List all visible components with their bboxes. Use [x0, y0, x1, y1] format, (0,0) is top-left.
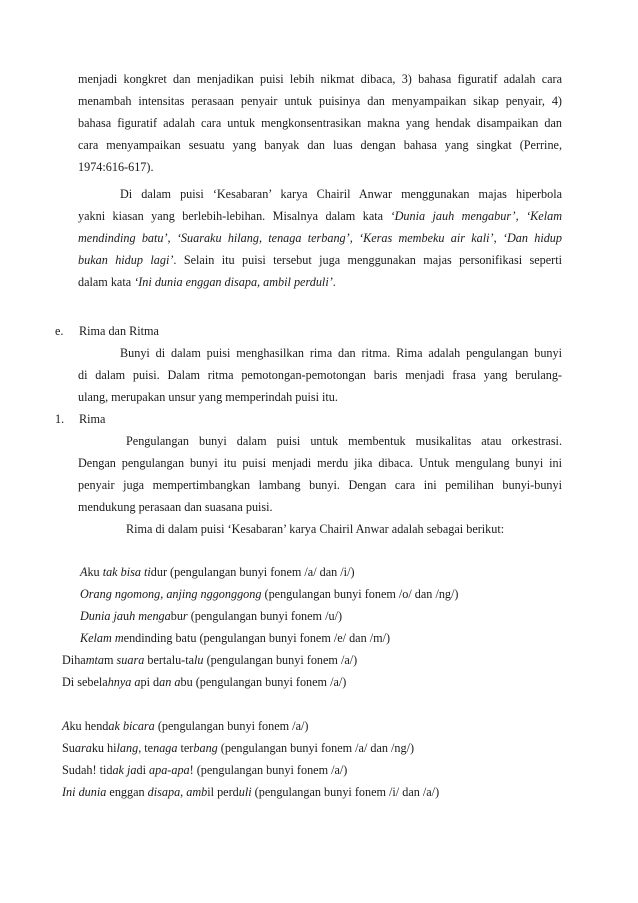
- verse-segment: ! (pengulangan bunyi fonem /a/): [189, 763, 348, 777]
- text-line: [78, 205, 562, 227]
- section-heading-rima-ritma: [55, 320, 159, 342]
- verse-segment-italic: h menga: [129, 609, 171, 623]
- text-line: Di dalam puisi ‘Kesabaran’ karya Chairil Anwar menggunakan majas hiperbola: [120, 187, 562, 201]
- verse-segment-italic: lang: [116, 741, 139, 755]
- text-line: penyair juga mempertimbangkan lambang bunyi. Dengan cara ini pemilihan bunyi-bunyi: [78, 478, 562, 492]
- text-line: Dengan pengulangan bunyi itu puisi menjadi merdu jika dibaca. Untuk mengulang bunyi ini: [78, 456, 562, 470]
- quoted-phrase: ‘Ini dunia enggan disapa, ambil perduli’: [134, 275, 333, 289]
- paragraph-figurative-language: [78, 68, 562, 178]
- paragraph-hyperbole: [78, 183, 562, 293]
- paragraph-rima-ritma: [78, 342, 562, 408]
- verse-line: [62, 671, 346, 693]
- verse-line: [62, 715, 308, 737]
- verse-segment: pi d: [140, 675, 160, 689]
- text-line: menjadi kongkret dan menjadikan puisi lebih nikmat dibaca, 3) bahasa figuratif adalah cara: [78, 72, 562, 86]
- text-line: menambah intensitas perasaan penyair untuk puisinya dan menyampaikan sikap penyair, 4): [78, 94, 562, 108]
- text-line: Rima di dalam puisi ‘Kesabaran’ karya Chairil Anwar adalah sebagai berikut:: [126, 522, 505, 536]
- verse-segment: , te: [138, 741, 154, 755]
- verse-segment-italic: ak ja: [112, 763, 137, 777]
- text-line: [78, 249, 562, 271]
- verse-segment: ku hend: [69, 719, 109, 733]
- text-line: Pengulangan bunyi dalam puisi untuk membentuk musikalitas atau orkestrasi.: [126, 434, 562, 448]
- verse-line: [80, 627, 390, 649]
- verse-line: [62, 737, 414, 759]
- paragraph-pengulangan-bunyi: [78, 430, 562, 518]
- verse-segment-italic: Kelam m: [80, 631, 124, 645]
- verse-segment: (pengulangan bunyi fonem /a/): [203, 653, 358, 667]
- verse-line: [80, 561, 355, 583]
- verse-segment: Diha: [62, 653, 86, 667]
- text-line: 1974:616-617).: [78, 160, 154, 174]
- verse-segment: ,: [180, 785, 187, 799]
- verse-segment: Su: [62, 741, 75, 755]
- verse-segment-italic: disapa: [147, 785, 181, 799]
- verse-segment: ku: [87, 565, 103, 579]
- text-line: cara menyampaikan sesuatu yang banyak dan luas dengan bahasa yang singkat (Perrine,: [78, 138, 562, 152]
- verse-segment-italic: uli: [238, 785, 252, 799]
- text-line: [78, 271, 562, 293]
- quoted-phrase: ‘Dunia jauh mengabur’, ‘Kelam: [390, 209, 562, 223]
- verse-segment-italic: an a: [159, 675, 181, 689]
- section-title: Rima: [79, 412, 106, 426]
- verse-line: [80, 583, 458, 605]
- text-line: Bunyi di dalam puisi menghasilkan rima dan ritma. Rima adalah pengulangan bunyi: [120, 346, 562, 360]
- verse-segment: enggan: [106, 785, 148, 799]
- subsection-heading-rima: [55, 408, 105, 430]
- verse-segment-italic: bang: [193, 741, 218, 755]
- verse-segment: Sudah! tid: [62, 763, 113, 777]
- quoted-phrase: mendinding batu’, ‘Suaraku hilang, tenaga terbang’, ‘Keras membeku air kali’, ‘Dan hidup: [78, 231, 562, 245]
- verse-segment: dur (pengulangan bunyi fonem /a/ dan /i/): [150, 565, 355, 579]
- verse-segment-italic: tak bisa ti: [102, 565, 151, 579]
- verse-segment: Di sebela: [62, 675, 108, 689]
- verse-segment-italic: suara: [116, 653, 145, 667]
- verse-segment-italic: r: [182, 609, 188, 623]
- text-segment: . Selain itu puisi tersebut juga menggunakan majas personifikasi seperti: [173, 253, 562, 267]
- text-line: [78, 227, 562, 249]
- verse-segment: m: [103, 653, 117, 667]
- verse-line: [62, 759, 347, 781]
- text-line: bahasa figuratif adalah cara untuk mengkonsentrasikan makna yang hendak disampaikan dan: [78, 116, 562, 130]
- verse-segment: endinding batu (pengulangan bunyi fonem /e/ dan /m/): [123, 631, 391, 645]
- verse-segment-italic: ara: [74, 741, 92, 755]
- verse-segment-italic: Dunia ja: [80, 609, 123, 623]
- verse-segment: (pengulangan bunyi fonem /a/): [154, 719, 309, 733]
- verse-segment-italic: A: [80, 565, 88, 579]
- verse-line: [80, 605, 342, 627]
- verse-segment-italic: mta: [85, 653, 104, 667]
- verse-segment: u: [123, 609, 130, 623]
- verse-segment: (pengulangan bunyi fonem /o/ dan /ng/): [261, 587, 459, 601]
- verse-segment-italic: apa-apa: [149, 763, 190, 777]
- verse-segment-italic: A: [62, 719, 70, 733]
- verse-segment: di: [136, 763, 150, 777]
- verse-segment-italic: naga: [153, 741, 178, 755]
- quoted-phrase: bukan hidup lagi’: [78, 253, 174, 267]
- verse-segment: bertalu-ta: [144, 653, 195, 667]
- verse-segment: bu (pengulangan bunyi fonem /a/): [180, 675, 347, 689]
- verse-segment: ku hi: [91, 741, 117, 755]
- text-segment: dalam kata: [78, 275, 135, 289]
- text-line: mendukung perasaan dan suasana puisi.: [78, 500, 273, 514]
- text-line: di dalam puisi. Dalam ritma pemotongan-pemotongan baris menjadi frasa yang berulang-: [78, 368, 562, 382]
- section-marker: e.: [55, 324, 64, 338]
- text-segment: yakni kiasan yang berlebih-lebihan. Misalnya dalam kata: [78, 209, 391, 223]
- verse-segment: bu: [170, 609, 183, 623]
- section-marker: 1.: [55, 412, 65, 426]
- verse-segment: (pengulangan bunyi fonem /a/ dan /ng/): [217, 741, 415, 755]
- verse-segment-italic: Ini dunia: [62, 785, 107, 799]
- verse-segment-italic: Orang ngomong, anjing nggonggong: [80, 587, 262, 601]
- paragraph-rima-intro: [78, 518, 562, 540]
- verse-segment: ter: [177, 741, 194, 755]
- verse-segment-italic: amb: [186, 785, 208, 799]
- verse-segment: il perd: [207, 785, 239, 799]
- text-segment: .: [332, 275, 336, 289]
- verse-line: [62, 781, 439, 803]
- section-title: Rima dan Ritma: [79, 324, 159, 338]
- verse-segment: (pengulangan bunyi fonem /i/ dan /a/): [251, 785, 440, 799]
- verse-line: [62, 649, 357, 671]
- verse-segment: (pengulangan bunyi fonem /u/): [187, 609, 343, 623]
- verse-segment-italic: hnya a: [107, 675, 141, 689]
- text-line: ulang, merupakan unsur yang memperindah puisi itu.: [78, 390, 338, 404]
- verse-segment-italic: ak bicara: [108, 719, 155, 733]
- verse-segment-italic: lu: [194, 653, 204, 667]
